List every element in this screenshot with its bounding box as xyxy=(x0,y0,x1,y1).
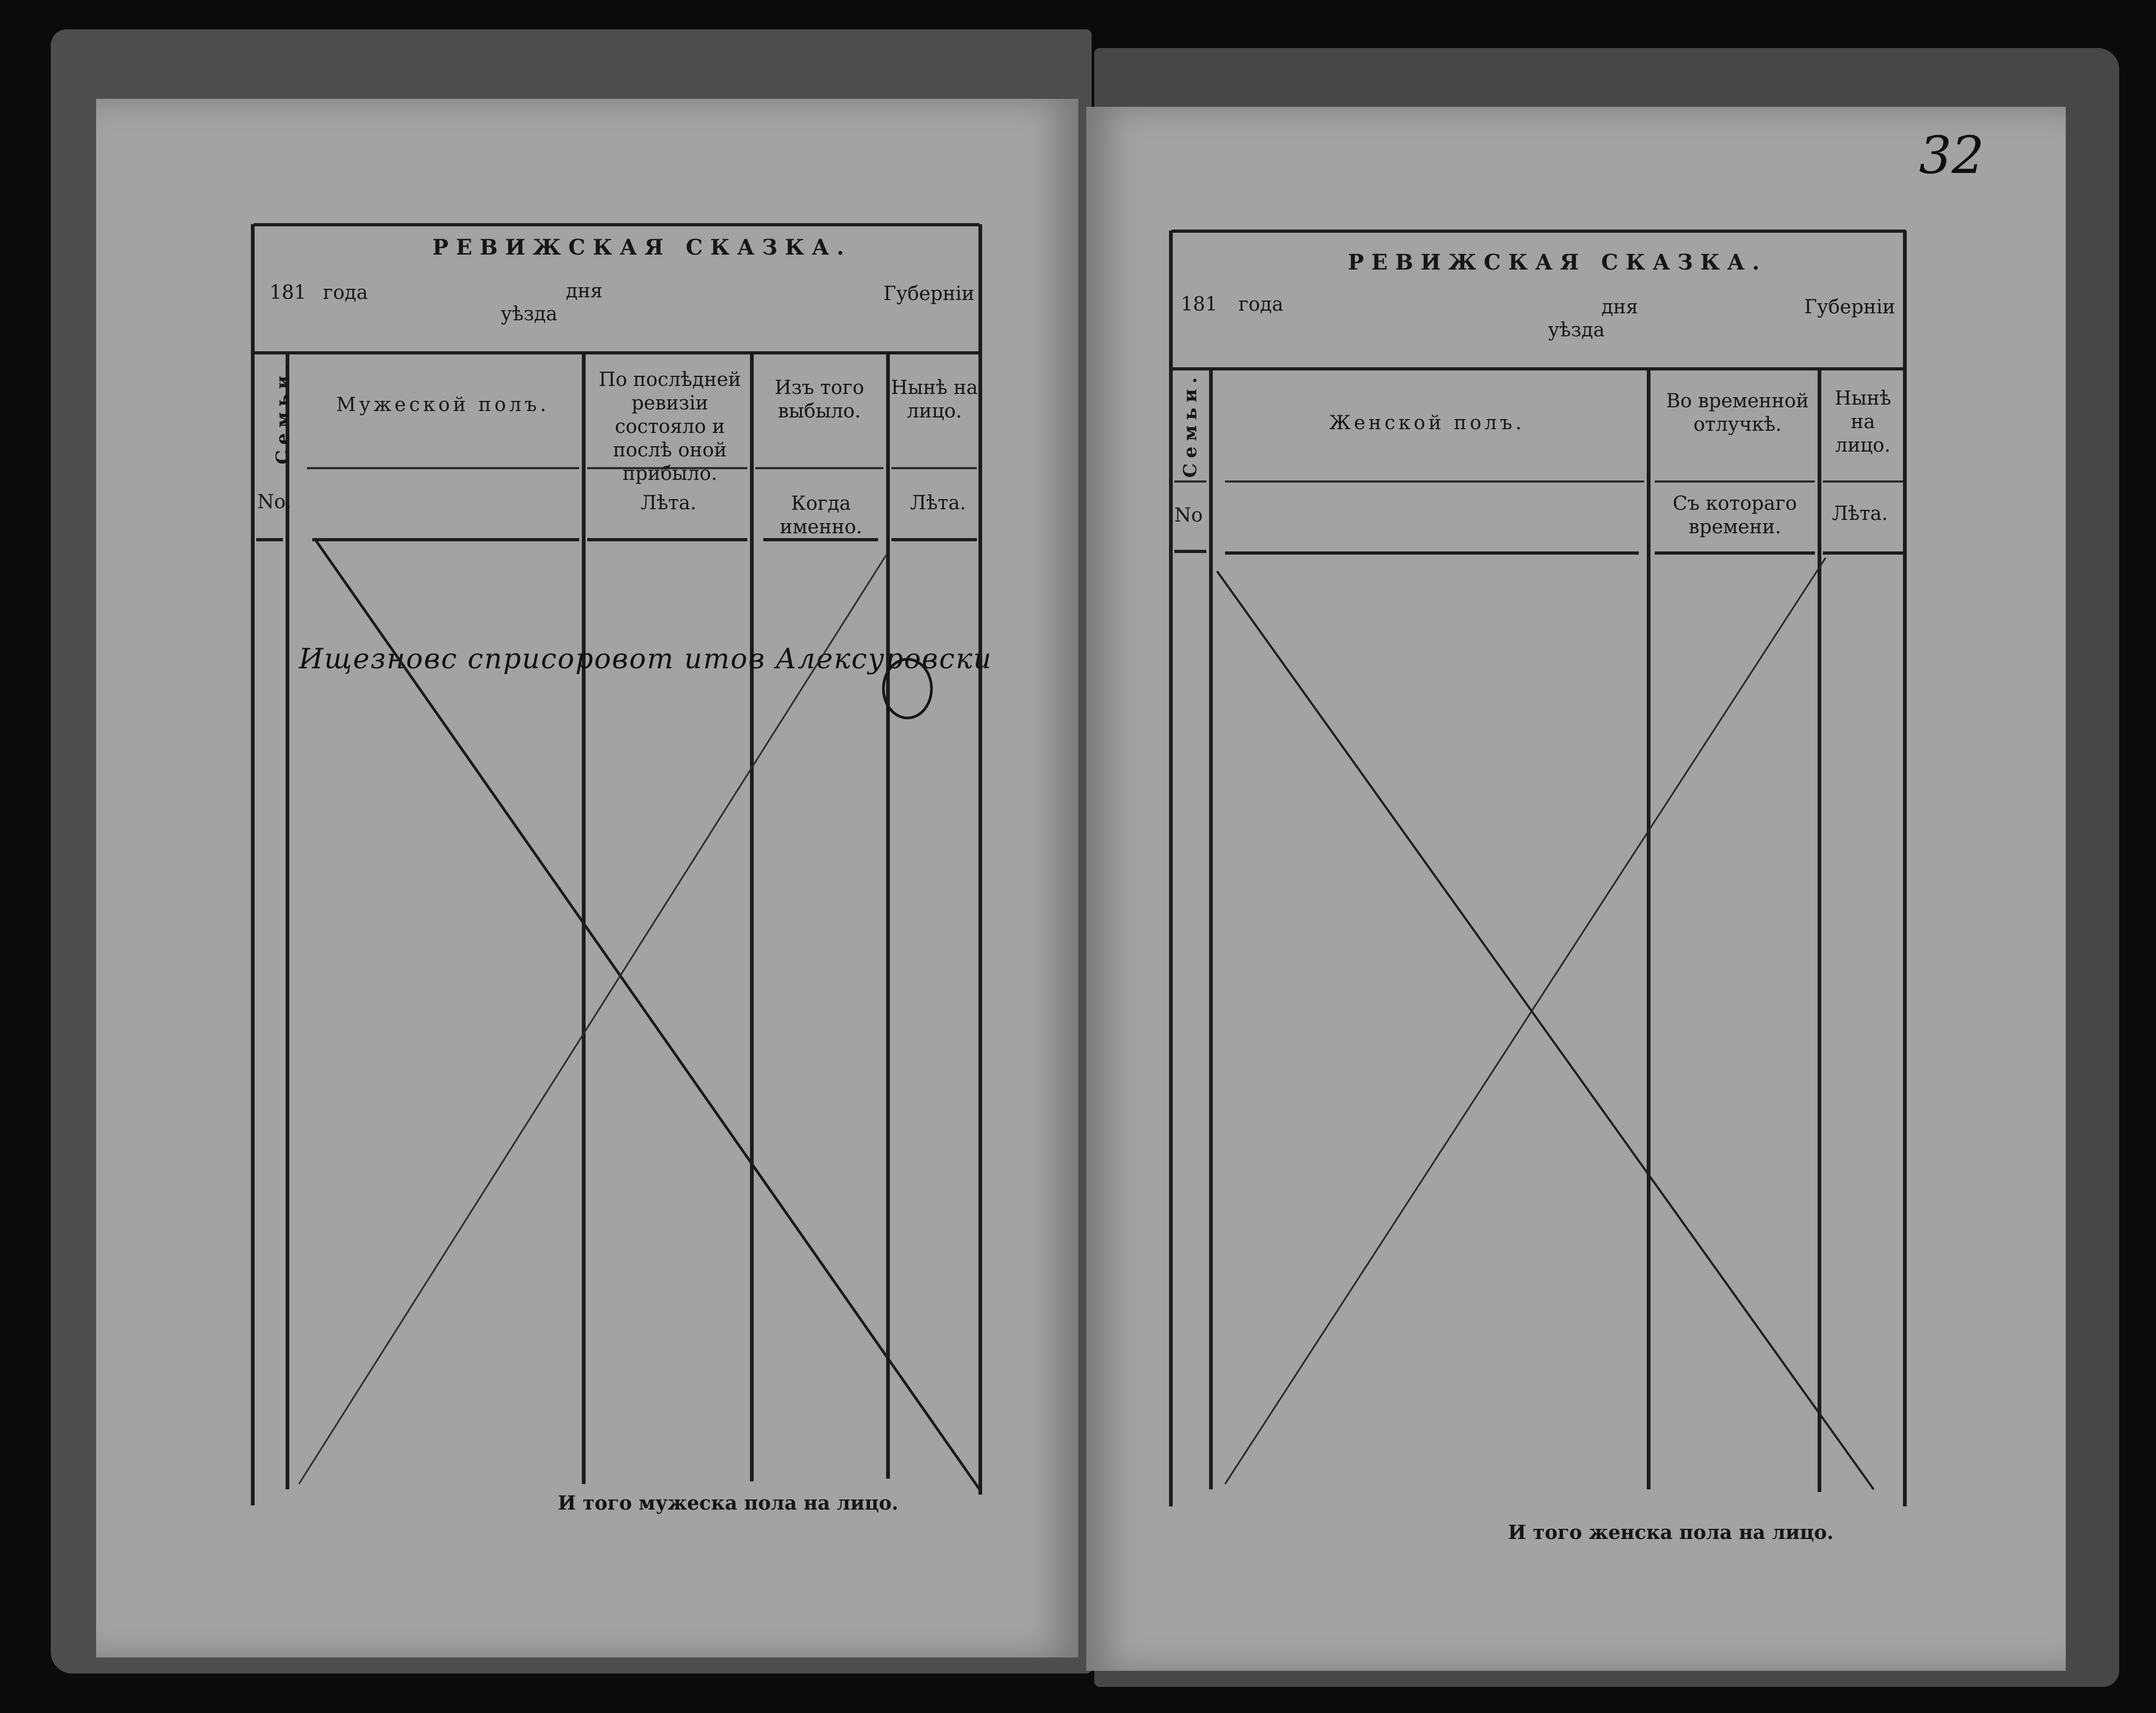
right-district-label: уѣзда xyxy=(1548,319,1605,341)
left-total-label: И того мужеска пола на лицо. xyxy=(558,1492,898,1514)
left-col-family: Семьи. xyxy=(272,358,294,464)
right-year-label: года xyxy=(1238,294,1284,315)
left-strike-diagonal-1 xyxy=(315,539,980,1489)
left-district-label: уѣзда xyxy=(501,303,558,325)
right-day-label: дня xyxy=(1601,296,1638,318)
right-total-label: И того женска пола на лицо. xyxy=(1508,1521,1834,1544)
right-title: РЕВИЖСКАЯ СКАЗКА. xyxy=(1348,250,1767,275)
left-province-label: Губерніи xyxy=(883,283,975,305)
left-col-present: Нынѣ на лицо. xyxy=(891,377,978,422)
left-col-male: Мужеской полъ. xyxy=(336,394,550,416)
right-col-female: Женской полъ. xyxy=(1329,412,1525,434)
left-col-dropped: Изъ того выбыло. xyxy=(775,377,864,422)
left-sub-years: Лѣта. xyxy=(641,492,697,514)
right-province-label: Губерніи xyxy=(1804,296,1896,318)
left-col-last-revision: По послѣдней ревизіи состояло и послѣ оной прибыло. xyxy=(598,369,741,485)
right-col-present: Нынѣ на лицо. xyxy=(1835,388,1891,456)
left-sub-no: No. xyxy=(257,491,291,513)
right-sub-years: Лѣта. xyxy=(1832,503,1888,525)
left-sub-years2: Лѣта. xyxy=(910,492,966,514)
left-year: 181 xyxy=(270,282,306,304)
right-strike-diagonal-2 xyxy=(1225,558,1826,1484)
left-day-label: дня xyxy=(566,280,603,302)
handwritten-flourish xyxy=(883,659,931,718)
left-sub-when: Когда именно. xyxy=(779,493,863,538)
right-col-absent: Во временной отлучкѣ. xyxy=(1666,390,1809,436)
left-handwritten-note: Ищезновс сприсоровот итов Алексуровски xyxy=(299,643,992,675)
left-title: РЕВИЖСКАЯ СКАЗКА. xyxy=(432,235,852,260)
right-sub-no: No xyxy=(1174,504,1203,526)
right-strike-diagonal-1 xyxy=(1217,571,1874,1489)
left-year-label: года xyxy=(323,282,368,304)
right-col-family: Семьи. xyxy=(1180,372,1201,478)
right-year: 181 xyxy=(1181,294,1218,315)
page-number: 32 xyxy=(1919,125,1985,185)
right-sub-since: Съ котораго времени. xyxy=(1672,493,1797,538)
left-strike-diagonal-2 xyxy=(299,555,886,1484)
